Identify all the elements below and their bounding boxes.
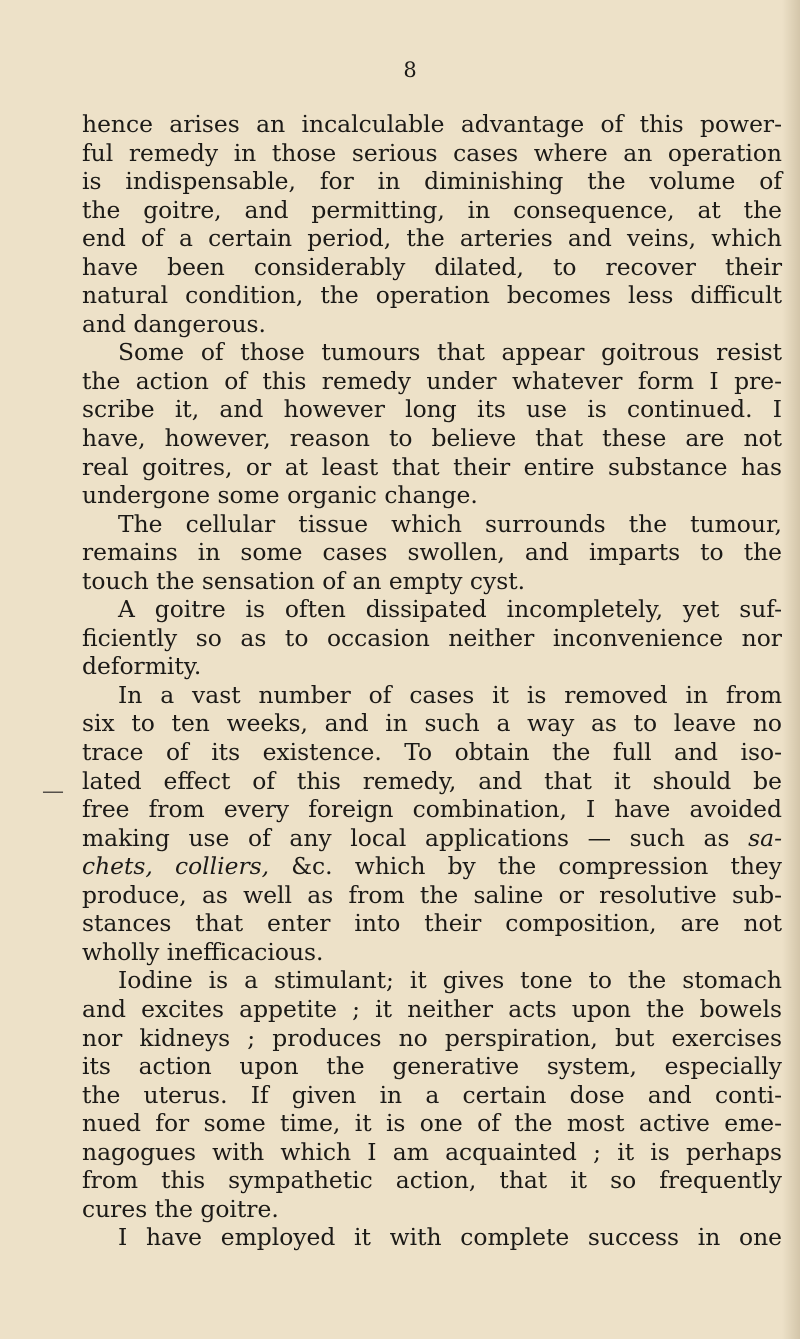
text-line: nued for some time, it is one of the most active eme- — [82, 1109, 782, 1138]
page-number: 8 — [403, 58, 417, 82]
text-line: have been considerably dilated, to recover their — [82, 252, 782, 281]
text-line: hence arises an incalculable advantage of this power- — [82, 110, 782, 138]
text-line: its action upon the generative system, especially — [82, 1052, 782, 1081]
line-text: &c. which by the compression they — [269, 852, 782, 881]
text-line: undergone some organic change. — [82, 481, 478, 510]
text-line — [82, 824, 782, 853]
text-line: from this sympathetic action, that it so frequently — [82, 1166, 782, 1195]
body-text — [82, 110, 782, 1252]
text-line: nagogues with which I am acquainted ; it is perhaps — [82, 1137, 782, 1166]
text-line: free from every foreign combination, I have avoided — [82, 795, 782, 824]
text-line: the uterus. If given in a certain dose and conti- — [82, 1080, 782, 1109]
text-line: scribe it, and however long its use is continued. I — [82, 395, 782, 424]
text-line: wholly inefficacious. — [82, 937, 324, 966]
italic-text: sa- — [748, 823, 782, 852]
text-line: In a vast number of cases it is removed in from — [118, 680, 782, 709]
text-line: Some of those tumours that appear goitrous resist — [118, 338, 782, 367]
text-line: cures the goitre. — [82, 1194, 279, 1223]
text-line: nor kidneys ; produces no perspiration, but exercises — [82, 1023, 782, 1052]
text-line: the goitre, and permitting, in consequence, at the — [82, 195, 782, 224]
text-line: end of a certain period, the arteries and veins, which — [82, 224, 782, 253]
text-line: remains in some cases swollen, and imparts to the — [82, 538, 782, 567]
text-line: the action of this remedy under whatever form I pre- — [82, 366, 782, 395]
text-line: touch the sensation of an empty cyst. — [82, 566, 526, 595]
text-line: I have employed it with complete success in one — [118, 1223, 782, 1252]
text-line: ful remedy in those serious cases where an operation — [82, 138, 782, 167]
text-line: and dangerous. — [82, 309, 266, 338]
text-line: The cellular tissue which surrounds the tumour, — [118, 509, 782, 538]
text-line: and excites appetite ; it neither acts upon the bowels — [82, 994, 782, 1023]
text-line: ficiently so as to occasion neither inconvenience nor — [82, 623, 782, 652]
text-line: stances that enter into their composition, are not — [82, 909, 782, 938]
italic-text: chets, colliers, — [82, 852, 270, 881]
text-line: lated effect of this remedy, and that it should be — [82, 766, 782, 795]
page-edge-shadow — [782, 0, 800, 1339]
text-line: A goitre is often dissipated incompletely, yet suf- — [118, 595, 782, 624]
text-line: deformity. — [82, 652, 202, 681]
text-line: have, however, reason to believe that these are not — [82, 424, 782, 453]
text-line: natural condition, the operation becomes less difficult — [82, 281, 782, 310]
text-line: produce, as well as from the saline or resolutive sub- — [82, 880, 782, 909]
text-line — [82, 852, 782, 881]
text-line: is indispensable, for in diminishing the volume of — [82, 167, 782, 196]
text-line: trace of its existence. To obtain the full and iso- — [82, 738, 782, 767]
text-line: real goitres, or at least that their entire substance has — [82, 452, 782, 481]
line-text: making use of any local applications — such as — [82, 823, 749, 852]
text-line: six to ten weeks, and in such a way as to leave no — [82, 709, 782, 738]
text-line: Iodine is a stimulant; it gives tone to the stomach — [118, 966, 782, 995]
margin-mark: — — [42, 779, 64, 804]
